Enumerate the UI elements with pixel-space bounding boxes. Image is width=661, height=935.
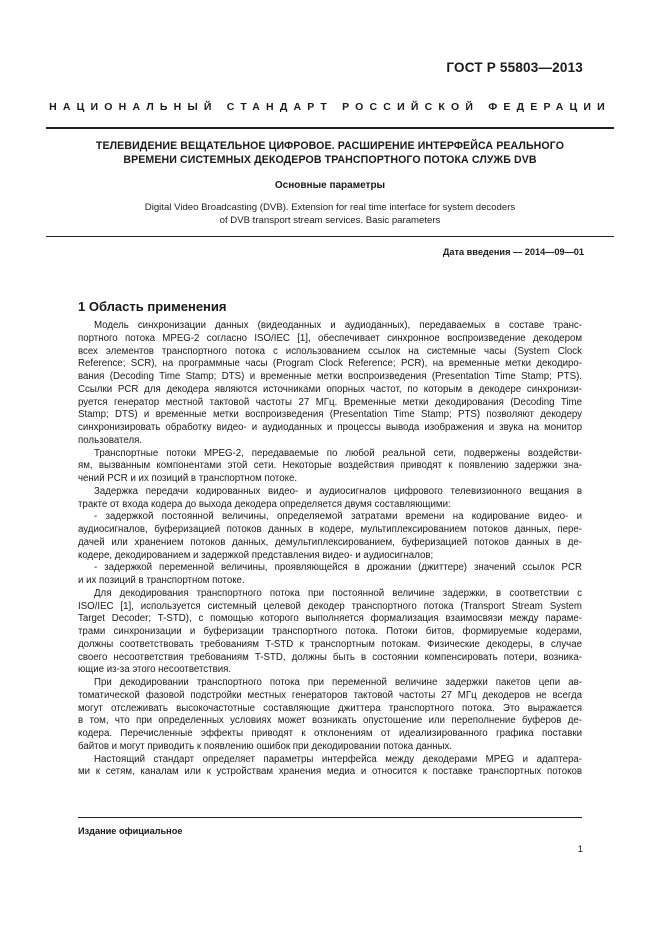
body-line: должны соответствовать требованиям T-STD к транспортным потокам. Физические декодеры, в случае: [78, 638, 582, 650]
body-line: всех элементов транспортного потока с использованием ссылок на системные часы (System Clock: [78, 345, 582, 357]
body-line: ям, вызванным компонентами этой сети. Некоторые воздействия приводят к появлению задержки зна-: [78, 460, 582, 472]
standard-number: ГОСТ Р 55803—2013: [446, 60, 583, 75]
body-line: Reference; SCR), на программные часы (Program Clock Reference; PCR), на временные метки декодиро-: [78, 358, 582, 370]
body-line: трами синхронизации и буферизации транспортного потока. Потоки битов, формируемые кодерами,: [78, 626, 582, 637]
body-line: чений PCR и их позиций в транспортном потоке.: [78, 473, 298, 484]
edition-label: Издание официальное: [78, 826, 183, 836]
body-line: томатической фазовой подстройки местных генераторов тактовой частоты 27 МГц декодеров не всегда: [78, 689, 582, 701]
body-line: кодера. Перечисленные эффекты приводят к отклонениям от идеализированного графика поставки: [78, 728, 582, 739]
introduction-date: Дата введения — 2014—09—01: [442, 247, 584, 257]
body-line: кодере, декодированием и задержкой представления видео- и аудиосигналов;: [78, 549, 434, 561]
body-line: вания (Decoding Time Stamp; DTS) и временные метки воспроизведения (Presentation Time Stamp; PTS).: [78, 371, 582, 382]
page-number: 1: [577, 844, 583, 855]
body-line: Stamp; DTS) и временные метки воспроизведения (Presentation Time Stamp; PTS) позволяют декодеру: [78, 409, 582, 421]
body-line: своего несоответствия требованиям T-STD, должны быть в состоянии компенсировать потери, возника-: [78, 651, 582, 663]
title-top-rule: [46, 127, 614, 129]
body-line: байтов и могут приводить к появлению ошибок при декодировании потока данных.: [78, 740, 453, 752]
body-line: Модель синхронизации данных (видеоданных и аудиоданных), передаваемых в составе транс-: [94, 320, 582, 331]
body-line: тракте от входа кодера до выхода декодера определяется двумя составляющими:: [78, 498, 451, 510]
body-line: могут отслеживать высокочастотные составляющие джиттера транспортного потока. Это выражается: [78, 702, 582, 714]
body-line: аудиосигналов, буферизацией потоков данных в кодере, мультиплексированием потоков данных, пере-: [78, 524, 582, 535]
body-line: Ссылки PCR для декодера являются источниками опорных частот, по которым в декодере синхронизи-: [78, 383, 582, 395]
body-line: - задержкой постоянной величины, определяемой затратами времени на кодирование видео- и: [94, 511, 582, 523]
body-line: - задержкой переменной величины, проявляющейся в дрожании (джиттере) значений ссылок PCR: [94, 562, 582, 574]
body-line: ми к сетям, каналам или к устройствам хранения медиа и относится к поставке транспортных потоков: [78, 766, 582, 778]
footer-rule: [78, 817, 582, 818]
body-line: Target Decoder; T-STD), с помощью которого выполняется формализация взаимосвязи между параме-: [78, 613, 582, 625]
body-line: Настоящий стандарт определяет параметры интерфейса между декодерами MPEG и адаптера-: [94, 753, 582, 765]
document-title: [46, 139, 614, 167]
english-title-line: of DVB transport stream services. Basic parameters: [219, 214, 441, 226]
body-line: дачей или хранением потоков данных, демультиплексированием, буферизацией потоков данных в де-: [78, 536, 582, 548]
document-subtitle: Основные параметры: [274, 180, 386, 191]
body-line: и их позиций в транспортном потоке.: [78, 575, 245, 586]
body-line: Для декодирования транспортного потока при постоянной величине задержки, в соответствии с: [94, 587, 582, 599]
title-bottom-rule: [46, 236, 614, 237]
national-standard-banner: НАЦИОНАЛЬНЫЙ СТАНДАРТ РОССИЙСКОЙ ФЕДЕРАЦИИ: [49, 101, 611, 113]
english-title: [46, 202, 614, 227]
body-line: портного потока MPEG-2 согласно ISO/IEC [1], обеспечивает синхронное воспроизведение декодером: [78, 332, 582, 344]
body-line: Транспортные потоки MPEG-2, передаваемые по любой реальной сети, подвержены воздействи-: [94, 447, 582, 459]
body-line: синхронизировать обработку видео- и аудиоданных и процессы вывода изображения и звука на монитор пользователя.: [78, 422, 582, 446]
section-body: [78, 320, 582, 779]
title-line: ТЕЛЕВИДЕНИЕ ВЕЩАТЕЛЬНОЕ ЦИФРОВОЕ. РАСШИРЕНИЕ ИНТЕРФЕЙСА РЕАЛЬНОГО: [95, 140, 565, 152]
body-line: При декодировании транспортного потока при переменной величине задержки пакетов цепи ав-: [94, 677, 582, 688]
section-heading: 1 Область применения: [78, 299, 227, 314]
body-line: руется генератор местной тактовой частоты 27 МГц. Временные метки декодирования (Decoding Time: [78, 396, 582, 408]
english-title-line: Digital Video Broadcasting (DVB). Extension for real time interface for system decoders: [144, 202, 516, 213]
body-line: ISO/IEC [1], используется системный целевой декодер транспортного потока (Transport Stream System: [78, 600, 582, 612]
body-line: ющие из-за этого несоответствия.: [78, 664, 232, 676]
body-line: Задержка передачи кодированных видео- и аудиосигналов цифрового телевизионного вещания в: [94, 485, 582, 497]
title-line: ВРЕМЕНИ СИСТЕМНЫХ ДЕКОДЕРОВ ТРАНСПОРТНОГО ПОТОКА СЛУЖБ DVB: [123, 154, 537, 166]
body-line: в том, что при определенных условиях может возникать опустошение или переполнение буферов де-: [78, 715, 582, 727]
